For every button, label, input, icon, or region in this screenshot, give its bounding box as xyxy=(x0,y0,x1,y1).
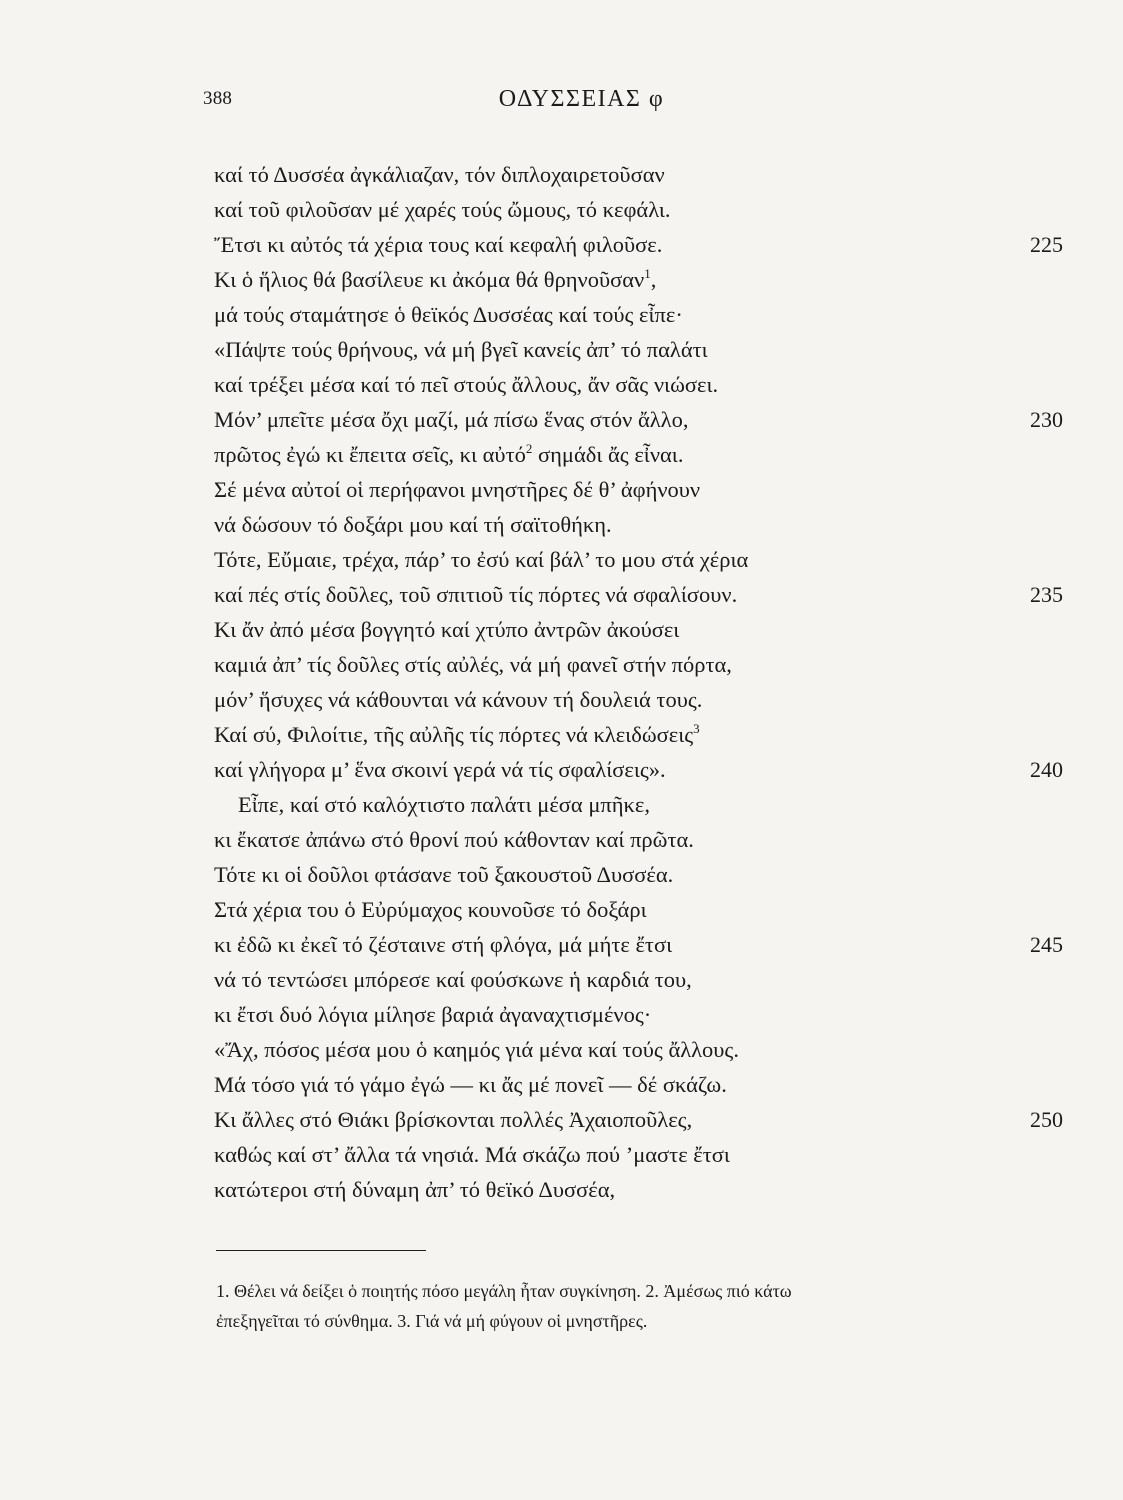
verse-main-text: καί τοῦ φιλοῦσαν μέ χαρές τούς ὤμους, τό κεφάλι. xyxy=(214,197,671,222)
verse-text xyxy=(214,717,700,752)
verse-text xyxy=(214,997,651,1032)
page-number: 388 xyxy=(203,88,233,109)
verse-line xyxy=(0,507,1123,542)
verse-line xyxy=(0,472,1123,507)
verse-main-text: Εἶπε, καί στό καλόχτιστο παλάτι μέσα μπῆκε, xyxy=(238,792,650,817)
verse-line xyxy=(0,227,1123,262)
verse-main-text: Καί σύ, Φιλοίτιε, τῆς αὐλῆς τίς πόρτες νά κλειδώσεις xyxy=(214,722,694,747)
verse-main-text: Μόν’ μπεῖτε μέσα ὄχι μαζί, μά πίσω ἕνας στόν ἄλλο, xyxy=(214,407,689,432)
verse-main-text: Σέ μένα αὐτοί οἱ περήφανοι μνηστῆρες δέ θ’ ἀφήνουν xyxy=(214,477,701,502)
running-title: ΟΔΥΣΣΕΙΑΣ φ xyxy=(498,86,665,112)
verse-main-text: Ἔτσι κι αὐτός τά χέρια τους καί κεφαλή φιλοῦσε. xyxy=(214,232,663,257)
verse-line xyxy=(0,1137,1123,1172)
verse-text xyxy=(214,262,656,297)
verse-text xyxy=(214,822,694,857)
line-number: 225 xyxy=(1030,232,1063,257)
verse-text xyxy=(214,367,718,402)
verse-text xyxy=(214,1067,727,1102)
verse-line xyxy=(0,297,1123,332)
verse-main-text: καί τρέξει μέσα καί τό πεῖ στούς ἄλλους, ἄν σᾶς νιώσει. xyxy=(214,372,719,397)
footnote-rule xyxy=(216,1250,426,1251)
verse-main-text: κι ἔκατσε ἀπάνω στό θρονί πού κάθονταν καί πρῶτα. xyxy=(214,827,694,852)
verse-main-text: Τότε κι οἱ δοῦλοι φτάσανε τοῦ ξακουστοῦ Δυσσέα. xyxy=(214,862,674,887)
verse-line xyxy=(0,192,1123,227)
verse-line xyxy=(0,647,1123,682)
verse-main-text: καί γλήγορα μ’ ἕνα σκοινί γερά νά τίς σφαλίσεις». xyxy=(214,757,666,782)
verse-line xyxy=(0,962,1123,997)
verse-text xyxy=(214,647,732,682)
verse-main-text: καί τό Δυσσέα ἀγκάλιαζαν, τόν διπλοχαιρετοῦσαν xyxy=(214,162,665,187)
verse-line xyxy=(0,892,1123,927)
verse-text xyxy=(214,402,688,437)
verse-line xyxy=(0,157,1123,192)
verse-line xyxy=(0,1172,1123,1207)
verse-line xyxy=(0,717,1123,752)
verse-main-text: «Πάψτε τούς θρήνους, νά μή βγεῖ κανείς ἀπ’ τό παλάτι xyxy=(214,337,708,362)
verse-main-text: κι ἐδῶ κι ἐκεῖ τό ζέσταινε στή φλόγα, μά μήτε ἔτσι xyxy=(214,932,673,957)
verse-line xyxy=(0,367,1123,402)
verse-line xyxy=(0,787,1123,822)
verse-main-text: μά τούς σταμάτησε ὁ θεϊκός Δυσσέας καί τούς εἶπε· xyxy=(214,302,683,327)
verse-text xyxy=(214,437,683,472)
verse-line xyxy=(0,1102,1123,1137)
verse-text xyxy=(214,332,708,367)
verse-text xyxy=(214,192,671,227)
footnote-marker: 1 xyxy=(644,266,651,281)
footnote-marker: 2 xyxy=(525,441,533,456)
verse-main-text: Στά χέρια του ὁ Εὐρύμαχος κουνοῦσε τό δοξάρι xyxy=(214,897,647,922)
verse-line xyxy=(0,402,1123,437)
verse-main-text: Κι ἄλλες στό Θιάκι βρίσκονται πολλές Ἀχαιοποῦλες, xyxy=(214,1107,693,1132)
verse-text xyxy=(214,1032,739,1067)
verse-line xyxy=(0,682,1123,717)
verse-text xyxy=(214,962,692,997)
footnote-line: ἐπεξηγεῖται τό σύνθημα. 3. Γιά νά μή φύγουν οἱ μνηστῆρες. xyxy=(216,1311,648,1331)
verse-main-text: «Ἄχ, πόσος μέσα μου ὁ καημός γιά μένα καί τούς ἄλλους. xyxy=(214,1037,739,1062)
verse-text xyxy=(214,542,748,577)
verse-main-text: καί πές στίς δοῦλες, τοῦ σπιτιοῦ τίς πόρτες νά σφαλίσουν. xyxy=(214,582,738,607)
verse-tail-text: , xyxy=(650,267,657,292)
verse-line xyxy=(0,542,1123,577)
verse-line xyxy=(0,1032,1123,1067)
verse-line xyxy=(0,577,1123,612)
verse-line xyxy=(0,612,1123,647)
verse-text xyxy=(214,682,702,717)
verse-line xyxy=(0,262,1123,297)
line-number: 230 xyxy=(1030,407,1063,432)
line-number: 250 xyxy=(1030,1107,1063,1132)
verse-text xyxy=(214,1102,692,1137)
verse-text xyxy=(214,472,700,507)
verse-line xyxy=(0,332,1123,367)
verse-main-text: Τότε, Εὔμαιε, τρέχα, πάρ’ το ἐσύ καί βάλ’ το μου στά χέρια xyxy=(214,547,749,572)
verse-text xyxy=(214,752,666,787)
verse-text xyxy=(214,577,737,612)
verse-main-text: κι ἔτσι δυό λόγια μίλησε βαριά ἀγαναχτισμένος· xyxy=(214,1002,652,1027)
poem-text xyxy=(0,157,1123,1207)
verse-text xyxy=(214,227,662,262)
verse-tail-text: σημάδι ἄς εἶναι. xyxy=(532,442,684,467)
verse-text xyxy=(214,892,647,927)
verse-text xyxy=(238,787,650,822)
verse-main-text: καθώς καί στ’ ἄλλα τά νησιά. Μά σκάζω πού ’μαστε ἔτσι xyxy=(214,1142,730,1167)
line-number: 240 xyxy=(1030,757,1063,782)
verse-main-text: καμιά ἀπ’ τίς δοῦλες στίς αὐλές, νά μή φανεῖ στήν πόρτα, xyxy=(214,652,732,677)
verse-line xyxy=(0,752,1123,787)
verse-main-text: μόν’ ἥσυχες νά κάθουνται νά κάνουν τή δουλειά τους. xyxy=(214,687,703,712)
footnote-marker: 3 xyxy=(693,721,700,736)
verse-main-text: κατώτεροι στή δύναμη ἀπ’ τό θεϊκό Δυσσέα, xyxy=(214,1177,616,1202)
verse-line xyxy=(0,1067,1123,1102)
verse-text xyxy=(214,507,612,542)
verse-text xyxy=(214,857,673,892)
verse-text xyxy=(214,1172,615,1207)
verse-line xyxy=(0,927,1123,962)
verse-line xyxy=(0,822,1123,857)
verse-main-text: Κι ὁ ἥλιος θά βασίλευε κι ἀκόμα θά θρηνοῦσαν xyxy=(214,267,645,292)
verse-text xyxy=(214,927,672,962)
verse-text xyxy=(214,612,679,647)
verse-line xyxy=(0,997,1123,1032)
verse-main-text: Κι ἄν ἀπό μέσα βογγητό καί χτύπο ἀντρῶν ἀκούσει xyxy=(214,617,680,642)
verse-main-text: πρῶτος ἐγώ κι ἔπειτα σεῖς, κι αὐτό xyxy=(214,442,526,467)
line-number: 235 xyxy=(1030,582,1063,607)
verse-main-text: Μά τόσο γιά τό γάμο ἐγώ — κι ἄς μέ πονεῖ — δέ σκάζω. xyxy=(214,1072,727,1097)
footnotes xyxy=(216,1276,1096,1336)
footnote-line: 1. Θέλει νά δείξει ὁ ποιητής πόσο μεγάλη ἦταν συγκίνηση. 2. Ἀμέσως πιό κάτω xyxy=(216,1281,792,1301)
verse-text xyxy=(214,157,665,192)
verse-line xyxy=(0,437,1123,472)
verse-main-text: νά δώσουν τό δοξάρι μου καί τή σαϊτοθήκη. xyxy=(214,512,612,537)
verse-text xyxy=(214,1137,730,1172)
verse-text xyxy=(214,297,683,332)
verse-line xyxy=(0,857,1123,892)
verse-main-text: νά τό τεντώσει μπόρεσε καί φούσκωνε ἡ καρδιά του, xyxy=(214,967,692,992)
line-number: 245 xyxy=(1030,932,1063,957)
